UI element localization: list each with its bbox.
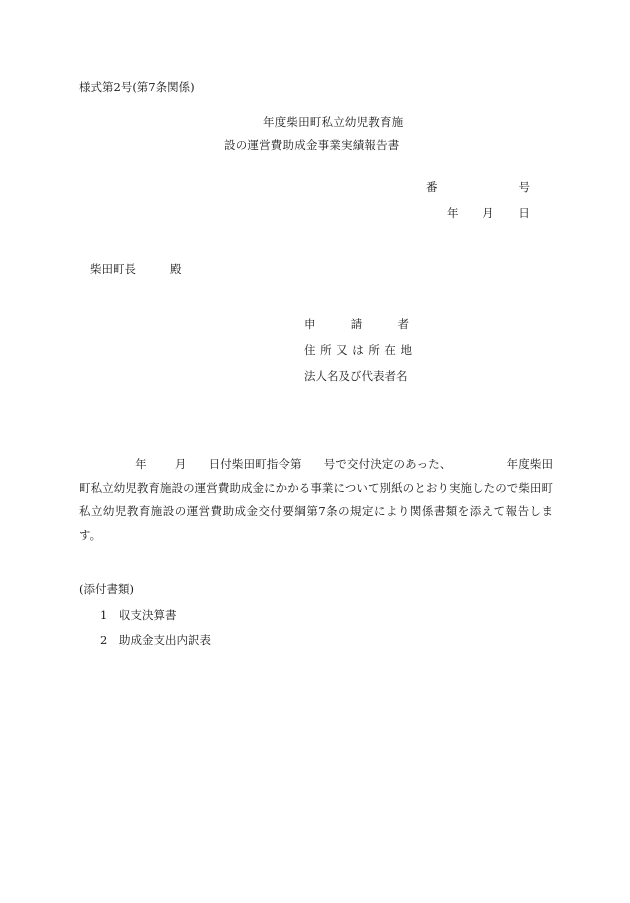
body-part-1: 日付柴田町指令第	[208, 457, 302, 471]
applicant-corporation-label: 法人名及び代表者名	[304, 369, 408, 383]
addressee	[90, 264, 182, 276]
applicant-heading	[304, 319, 409, 331]
attachment-number: 1	[100, 608, 108, 622]
address-char: 在	[384, 343, 396, 357]
address-char: 所	[368, 343, 380, 357]
document-date-field	[447, 208, 530, 220]
address-char: 所	[320, 343, 332, 357]
address-char: 住	[304, 343, 316, 357]
body-part-2: 号で交付決定のあった、	[323, 457, 452, 471]
attachment-label: 収支決算書	[119, 608, 177, 622]
body-month: 月	[174, 457, 187, 471]
applicant-char: 者	[397, 317, 409, 331]
applicant-char: 申	[304, 317, 316, 331]
body-year: 年	[135, 457, 147, 471]
number-label-ban: 番	[426, 180, 438, 194]
addressee-name: 柴田町長	[90, 262, 136, 276]
number-label-go: 号	[518, 180, 530, 194]
address-char: は	[352, 343, 364, 357]
attachment-label: 助成金支出内訳表	[119, 633, 211, 647]
attachment-item	[100, 635, 211, 647]
form-number-label: 様式第2号(第7条関係)	[79, 80, 195, 94]
addressee-honorific: 殿	[170, 262, 182, 276]
body-part-3: 年度柴田町私立幼児教育施設の運営費助成金にかかる事業について別紙のとおり実施したので柴田町私立幼児教育施設の運営費助成金交付要綱第7条の規定により関係書類を添えて報告します。	[79, 457, 554, 542]
applicant-char: 請	[350, 317, 363, 331]
attachments-heading: (添付書類)	[79, 582, 134, 596]
date-day-label: 日	[518, 206, 530, 220]
report-body-paragraph	[79, 453, 553, 547]
address-char: 地	[400, 343, 412, 357]
address-char: 又	[336, 343, 348, 357]
document-title-line-1: 年度柴田町私立幼児教育施	[263, 115, 404, 129]
document-number-field	[426, 182, 530, 194]
applicant-address-label	[304, 345, 412, 357]
attachment-item	[100, 610, 177, 622]
date-year-label: 年	[447, 206, 459, 220]
date-month-label: 月	[482, 206, 494, 220]
document-title-line-2: 設の運営費助成金事業実績報告書	[224, 138, 400, 152]
attachment-number: 2	[100, 633, 108, 647]
